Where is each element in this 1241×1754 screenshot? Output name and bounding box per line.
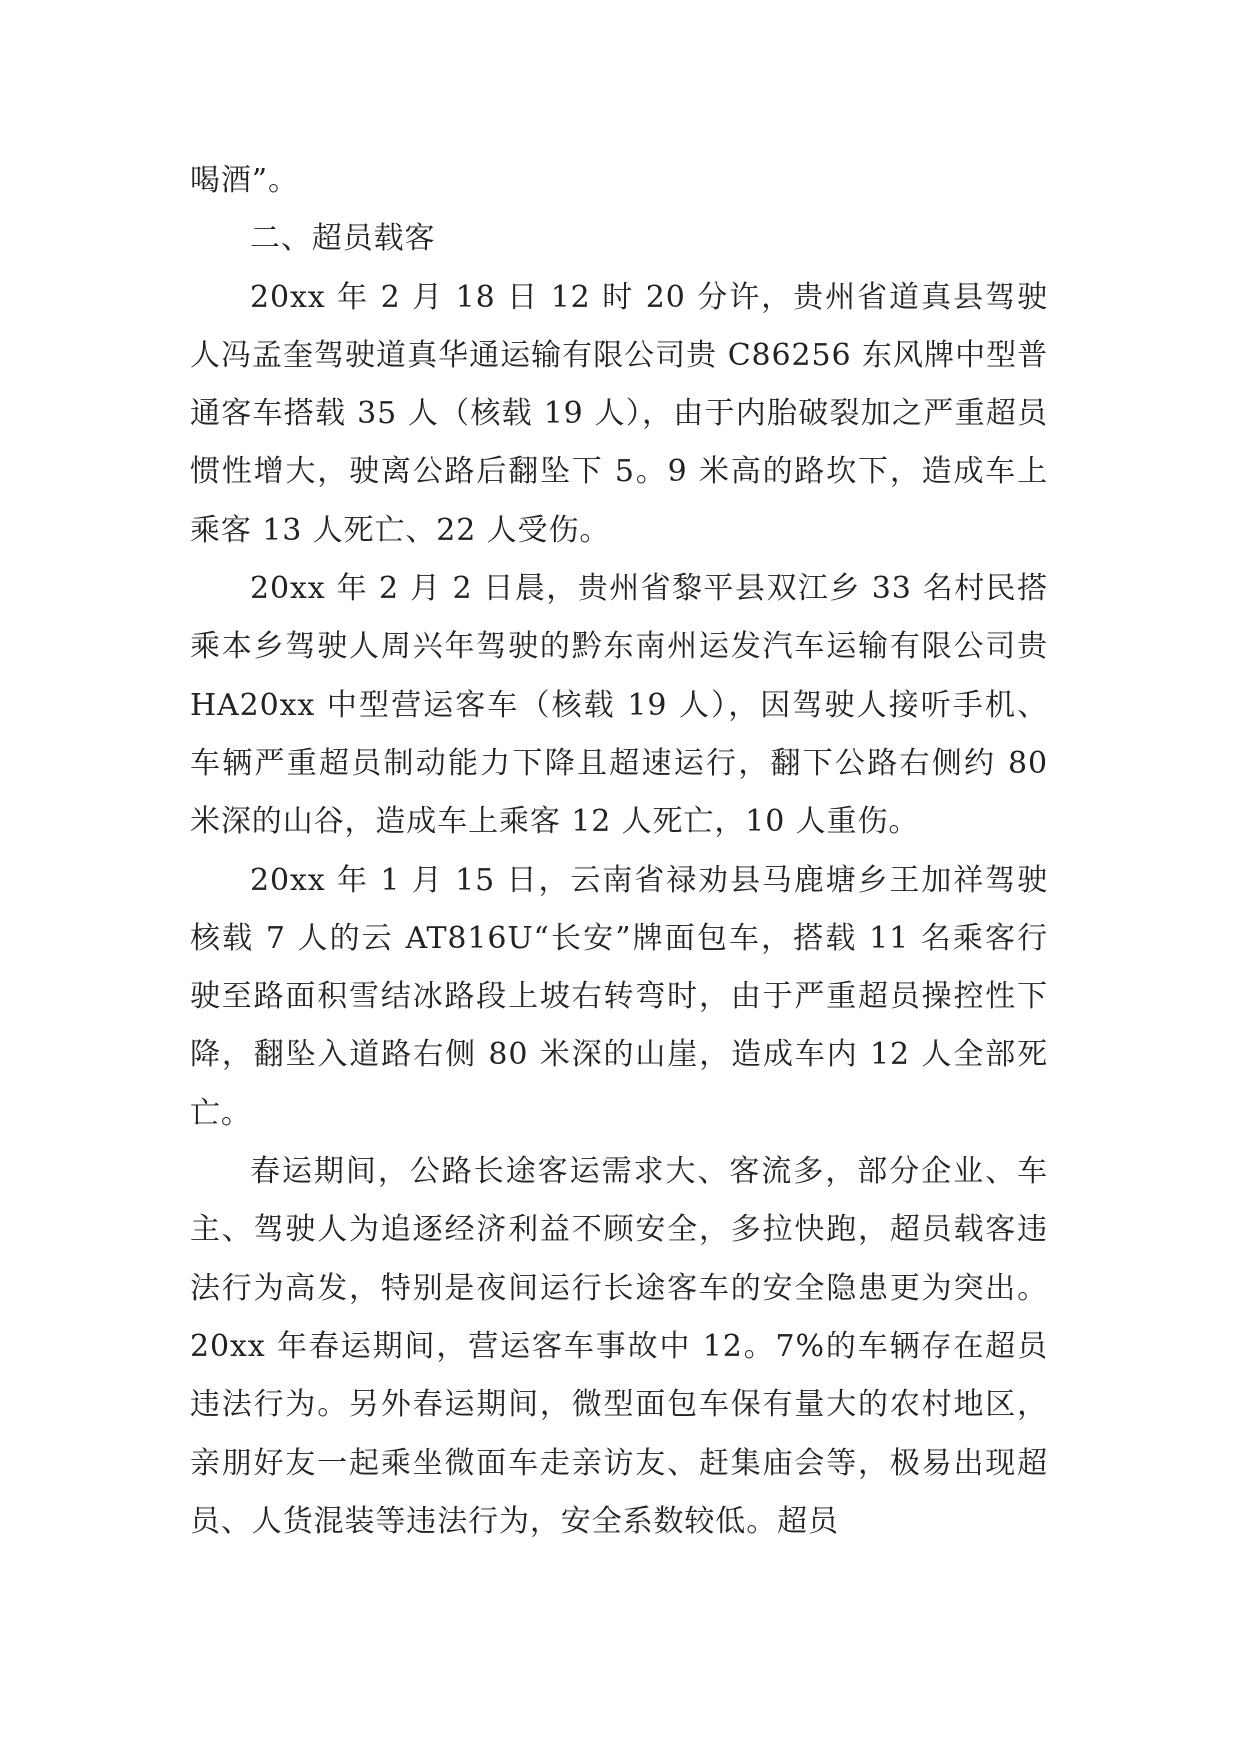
section-heading: 二、超员载客	[250, 221, 436, 257]
paragraph: 20xx 年 1 月 15 日，云南省禄劝县马鹿塘乡王加祥驾驶核载 7 人的云 AT816U“长安”牌面包车，搭载 11 名乘客行驶至路面积雪结冰路段上坡右转弯时，由于严重超员操控性下降，翻坠入道路右侧 80 米深的山崖，造成车内 12 人全部死亡。	[190, 862, 1048, 1131]
paragraph: 20xx 年 2 月 2 日晨，贵州省黎平县双江乡 33 名村民搭乘本乡驾驶人周兴年驾驶的黔东南州运发汽车运输有限公司贵 HA20xx 中型营运客车（核载 19 人），因驾驶人接听手机、车辆严重超员制动能力下降且超速运行，翻下公路右侧约 80 米深的山谷，造成车上乘客 12 人死亡，10 人重伤。	[190, 571, 1048, 840]
paragraph-continuation: 喝酒”。	[190, 163, 299, 198]
paragraph: 20xx 年 2 月 18 日 12 时 20 分许，贵州省道真县驾驶人冯孟奎驾驶道真华通运输有限公司贵 C86256 东风牌中型普通客车搭载 35 人（核载 19 人），由于内胎破裂加之严重超员惯性增大，驶离公路后翻坠下 5。9 米高的路坎下，造成车上乘客 13 人死亡、22 人受伤。	[190, 279, 1048, 548]
paragraph: 春运期间，公路长途客运需求大、客流多，部分企业、车主、驾驶人为追逐经济利益不顾安全，多拉快跑，超员载客违法行为高发，特别是夜间运行长途客车的安全隐患更为突出。20xx 年春运期间，营运客车事故中 12。7%的车辆存在超员违法行为。另外春运期间，微型面包车保有量大的农村地区，亲朋好友一起乘坐微面车走亲访友、赶集庙会等，极易出现超员、人货混装等违法行为，安全系数较低。超员	[190, 1154, 1048, 1539]
body-text	[190, 152, 1048, 1551]
